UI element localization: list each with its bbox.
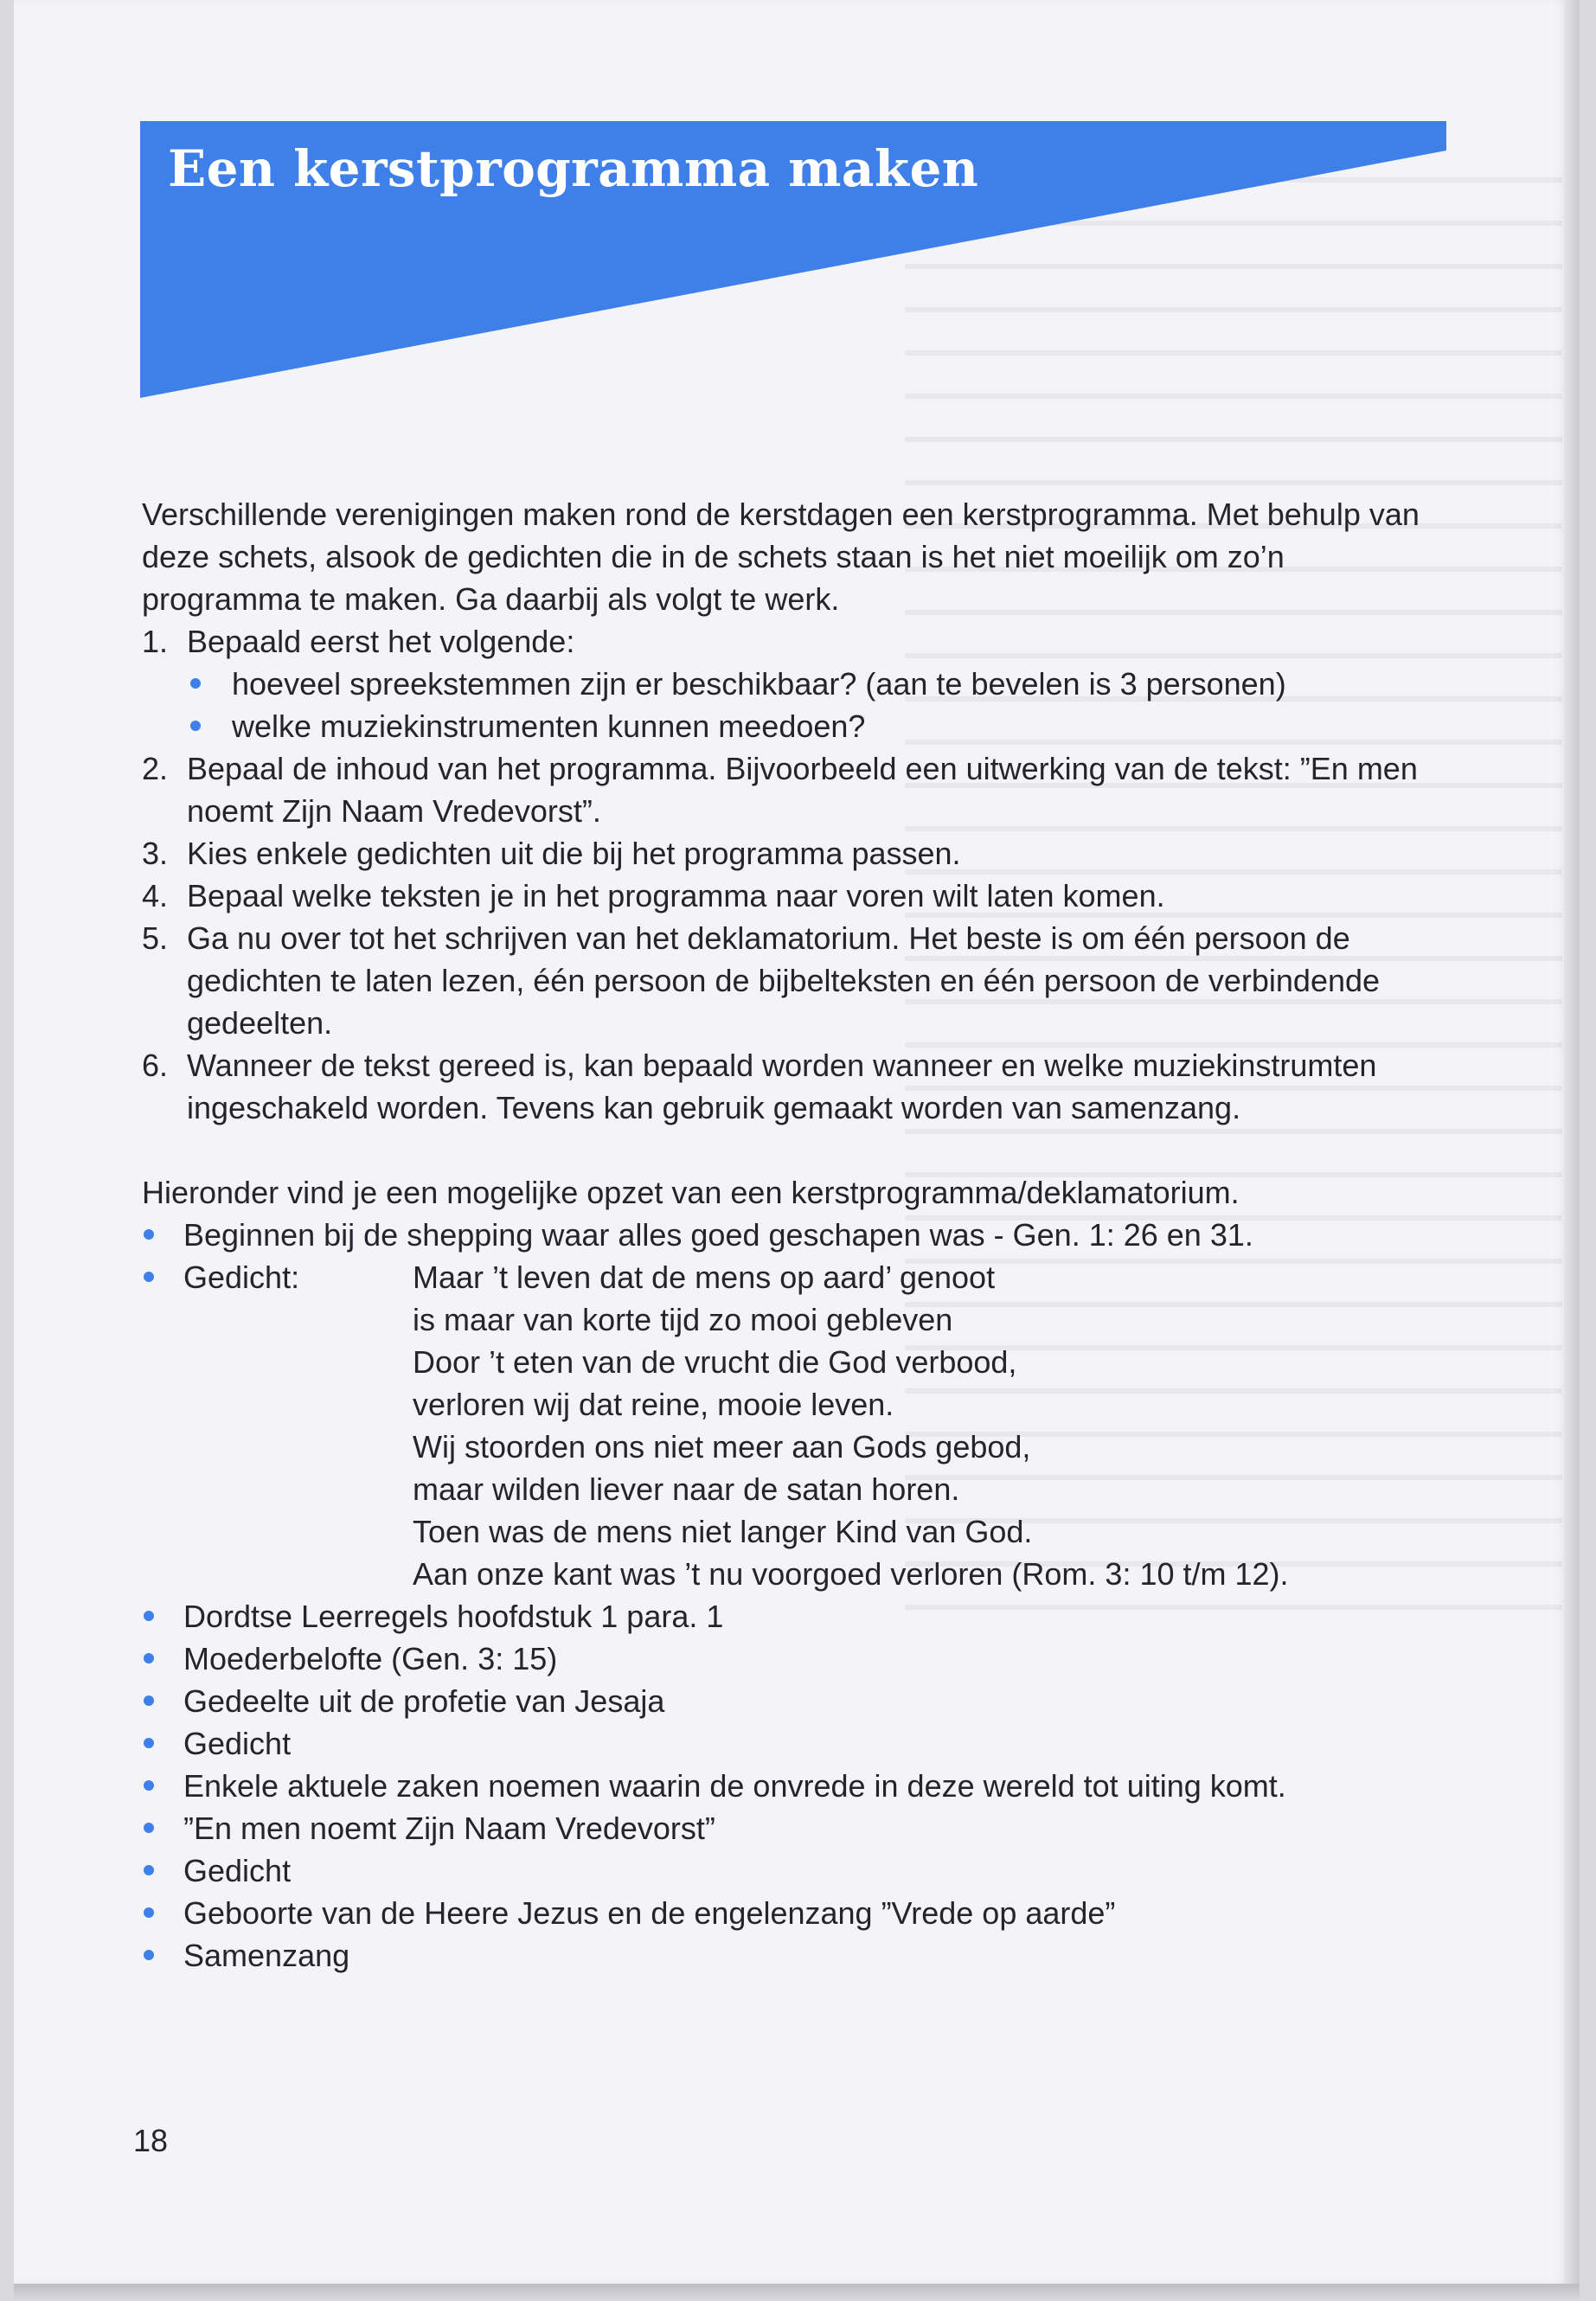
bullet-icon xyxy=(144,1272,154,1282)
page-title: Een kerstprogramma maken xyxy=(168,139,979,198)
outline-item xyxy=(142,1849,1439,1892)
intro-paragraph: Verschillende verenigingen maken rond de kerstdagen een kerstprogramma. Met behulp van deze schets, alsook de gedichten die in de schets staan is het niet moeilijk om zo’n programma te maken. Ga daarbij als volgt te werk. xyxy=(142,497,1420,617)
poem-line: Maar ’t leven dat de mens op aard’ genoot xyxy=(413,1259,996,1295)
page-sheet xyxy=(14,0,1571,2284)
step-text: Ga nu over tot het schrijven van het deklamatorium. Het beste is om één persoon de gedichten te laten lezen, één persoon de bijbelteksten en één persoon de verbindende gedeelten. xyxy=(187,920,1381,1041)
outline-item xyxy=(142,1934,1439,1977)
step-number: 3. xyxy=(142,836,169,871)
step-text: Bepaal de inhoud van het programma. Bijvoorbeeld een uitwerking van de tekst: ”En men noemt Zijn Naam Vredevorst”. xyxy=(187,751,1418,829)
outline-item xyxy=(142,1722,1439,1765)
page-edge-bottom xyxy=(14,2284,1580,2301)
outline-item-text: Gedicht xyxy=(183,1853,292,1888)
poem-line: Toen was de mens niet langer Kind van God. xyxy=(413,1514,1033,1549)
poem-block xyxy=(183,1256,1439,1595)
outline-item xyxy=(142,1765,1439,1807)
step-sub-bullets xyxy=(187,663,1439,747)
outline-item-text: Samenzang xyxy=(183,1938,350,1973)
step-number: 1. xyxy=(142,624,169,659)
step-item xyxy=(142,832,1439,875)
step-text: Kies enkele gedichten uit die bij het programma passen. xyxy=(187,836,961,871)
poem-label: Gedicht: xyxy=(183,1259,300,1295)
outline-item-text: Beginnen bij de shepping waar alles goed geschapen was - Gen. 1: 26 en 31. xyxy=(183,1217,1253,1253)
step-text: Bepaal welke teksten je in het programma naar voren wilt laten komen. xyxy=(187,878,1165,913)
step-text: Bepaald eerst het volgende: xyxy=(187,624,575,659)
outline-list xyxy=(142,1214,1439,1977)
poem-lines xyxy=(413,1256,1289,1595)
sub-bullet-text: welke muziekinstrumenten kunnen meedoen? xyxy=(232,708,866,744)
outline-item xyxy=(142,1892,1439,1934)
page-number: 18 xyxy=(133,2123,169,2158)
bullet-icon xyxy=(144,1950,154,1960)
sub-bullet-item xyxy=(187,663,1439,705)
outline-item xyxy=(142,1595,1439,1638)
poem-line: Wij stoorden ons niet meer aan Gods gebod, xyxy=(413,1429,1031,1465)
article-body xyxy=(142,493,1439,1977)
outline-intro: Hieronder vind je een mogelijke opzet van een kerstprogramma/deklamatorium. xyxy=(142,1175,1240,1210)
bullet-icon xyxy=(144,1611,154,1621)
poem-line: Door ’t eten van de vrucht die God verbood, xyxy=(413,1344,1017,1380)
step-number: 2. xyxy=(142,751,169,786)
bullet-icon xyxy=(144,1653,154,1663)
outline-item-text: Enkele aktuele zaken noemen waarin de onvrede in deze wereld tot uiting komt. xyxy=(183,1768,1286,1804)
bullet-icon xyxy=(190,678,201,689)
outline-item xyxy=(142,1214,1439,1256)
step-number: 6. xyxy=(142,1048,169,1083)
step-item xyxy=(142,1044,1439,1129)
outline-item xyxy=(142,1680,1439,1722)
outline-item-poem xyxy=(142,1256,1439,1595)
bullet-icon xyxy=(144,1823,154,1833)
bullet-icon xyxy=(144,1907,154,1918)
poem-line: Aan onze kant was ’t nu voorgoed verloren (Rom. 3: 10 t/m 12). xyxy=(413,1556,1289,1592)
outline-item-text: Moederbelofte (Gen. 3: 15) xyxy=(183,1641,558,1676)
outline-item-text: Gedicht xyxy=(183,1726,292,1761)
title-banner xyxy=(140,121,1446,398)
poem-line: is maar van korte tijd zo mooi gebleven xyxy=(413,1302,953,1337)
step-item xyxy=(142,875,1439,917)
outline-item-text: Gedeelte uit de profetie van Jesaja xyxy=(183,1683,665,1719)
sub-bullet-item xyxy=(187,705,1439,747)
step-item xyxy=(142,747,1439,832)
outline-item xyxy=(142,1807,1439,1849)
steps-list xyxy=(142,620,1439,1129)
bullet-icon xyxy=(190,721,201,731)
step-number: 5. xyxy=(142,920,169,956)
bullet-icon xyxy=(144,1229,154,1240)
outline-item-text: ”En men noemt Zijn Naam Vredevorst” xyxy=(183,1811,715,1846)
outline-item-text: Geboorte van de Heere Jezus en de engelenzang ”Vrede op aarde” xyxy=(183,1895,1116,1931)
step-number: 4. xyxy=(142,878,169,913)
step-item xyxy=(142,917,1439,1044)
bullet-icon xyxy=(144,1865,154,1875)
step-item xyxy=(142,620,1439,747)
poem-line: verloren wij dat reine, mooie leven. xyxy=(413,1387,894,1422)
sub-bullet-text: hoeveel spreekstemmen zijn er beschikbaar? (aan te bevelen is 3 personen) xyxy=(232,666,1286,702)
bullet-icon xyxy=(144,1695,154,1706)
page-edge-right xyxy=(1564,0,1580,2284)
poem-line: maar wilden liever naar de satan horen. xyxy=(413,1471,960,1507)
outline-item-text: Dordtse Leerregels hoofdstuk 1 para. 1 xyxy=(183,1599,724,1634)
bullet-icon xyxy=(144,1738,154,1748)
bullet-icon xyxy=(144,1780,154,1791)
step-text: Wanneer de tekst gereed is, kan bepaald worden wanneer en welke muziekinstrumten ingeschakeld worden. Tevens kan gebruik gemaakt worden van samenzang. xyxy=(187,1048,1377,1125)
outline-item xyxy=(142,1638,1439,1680)
